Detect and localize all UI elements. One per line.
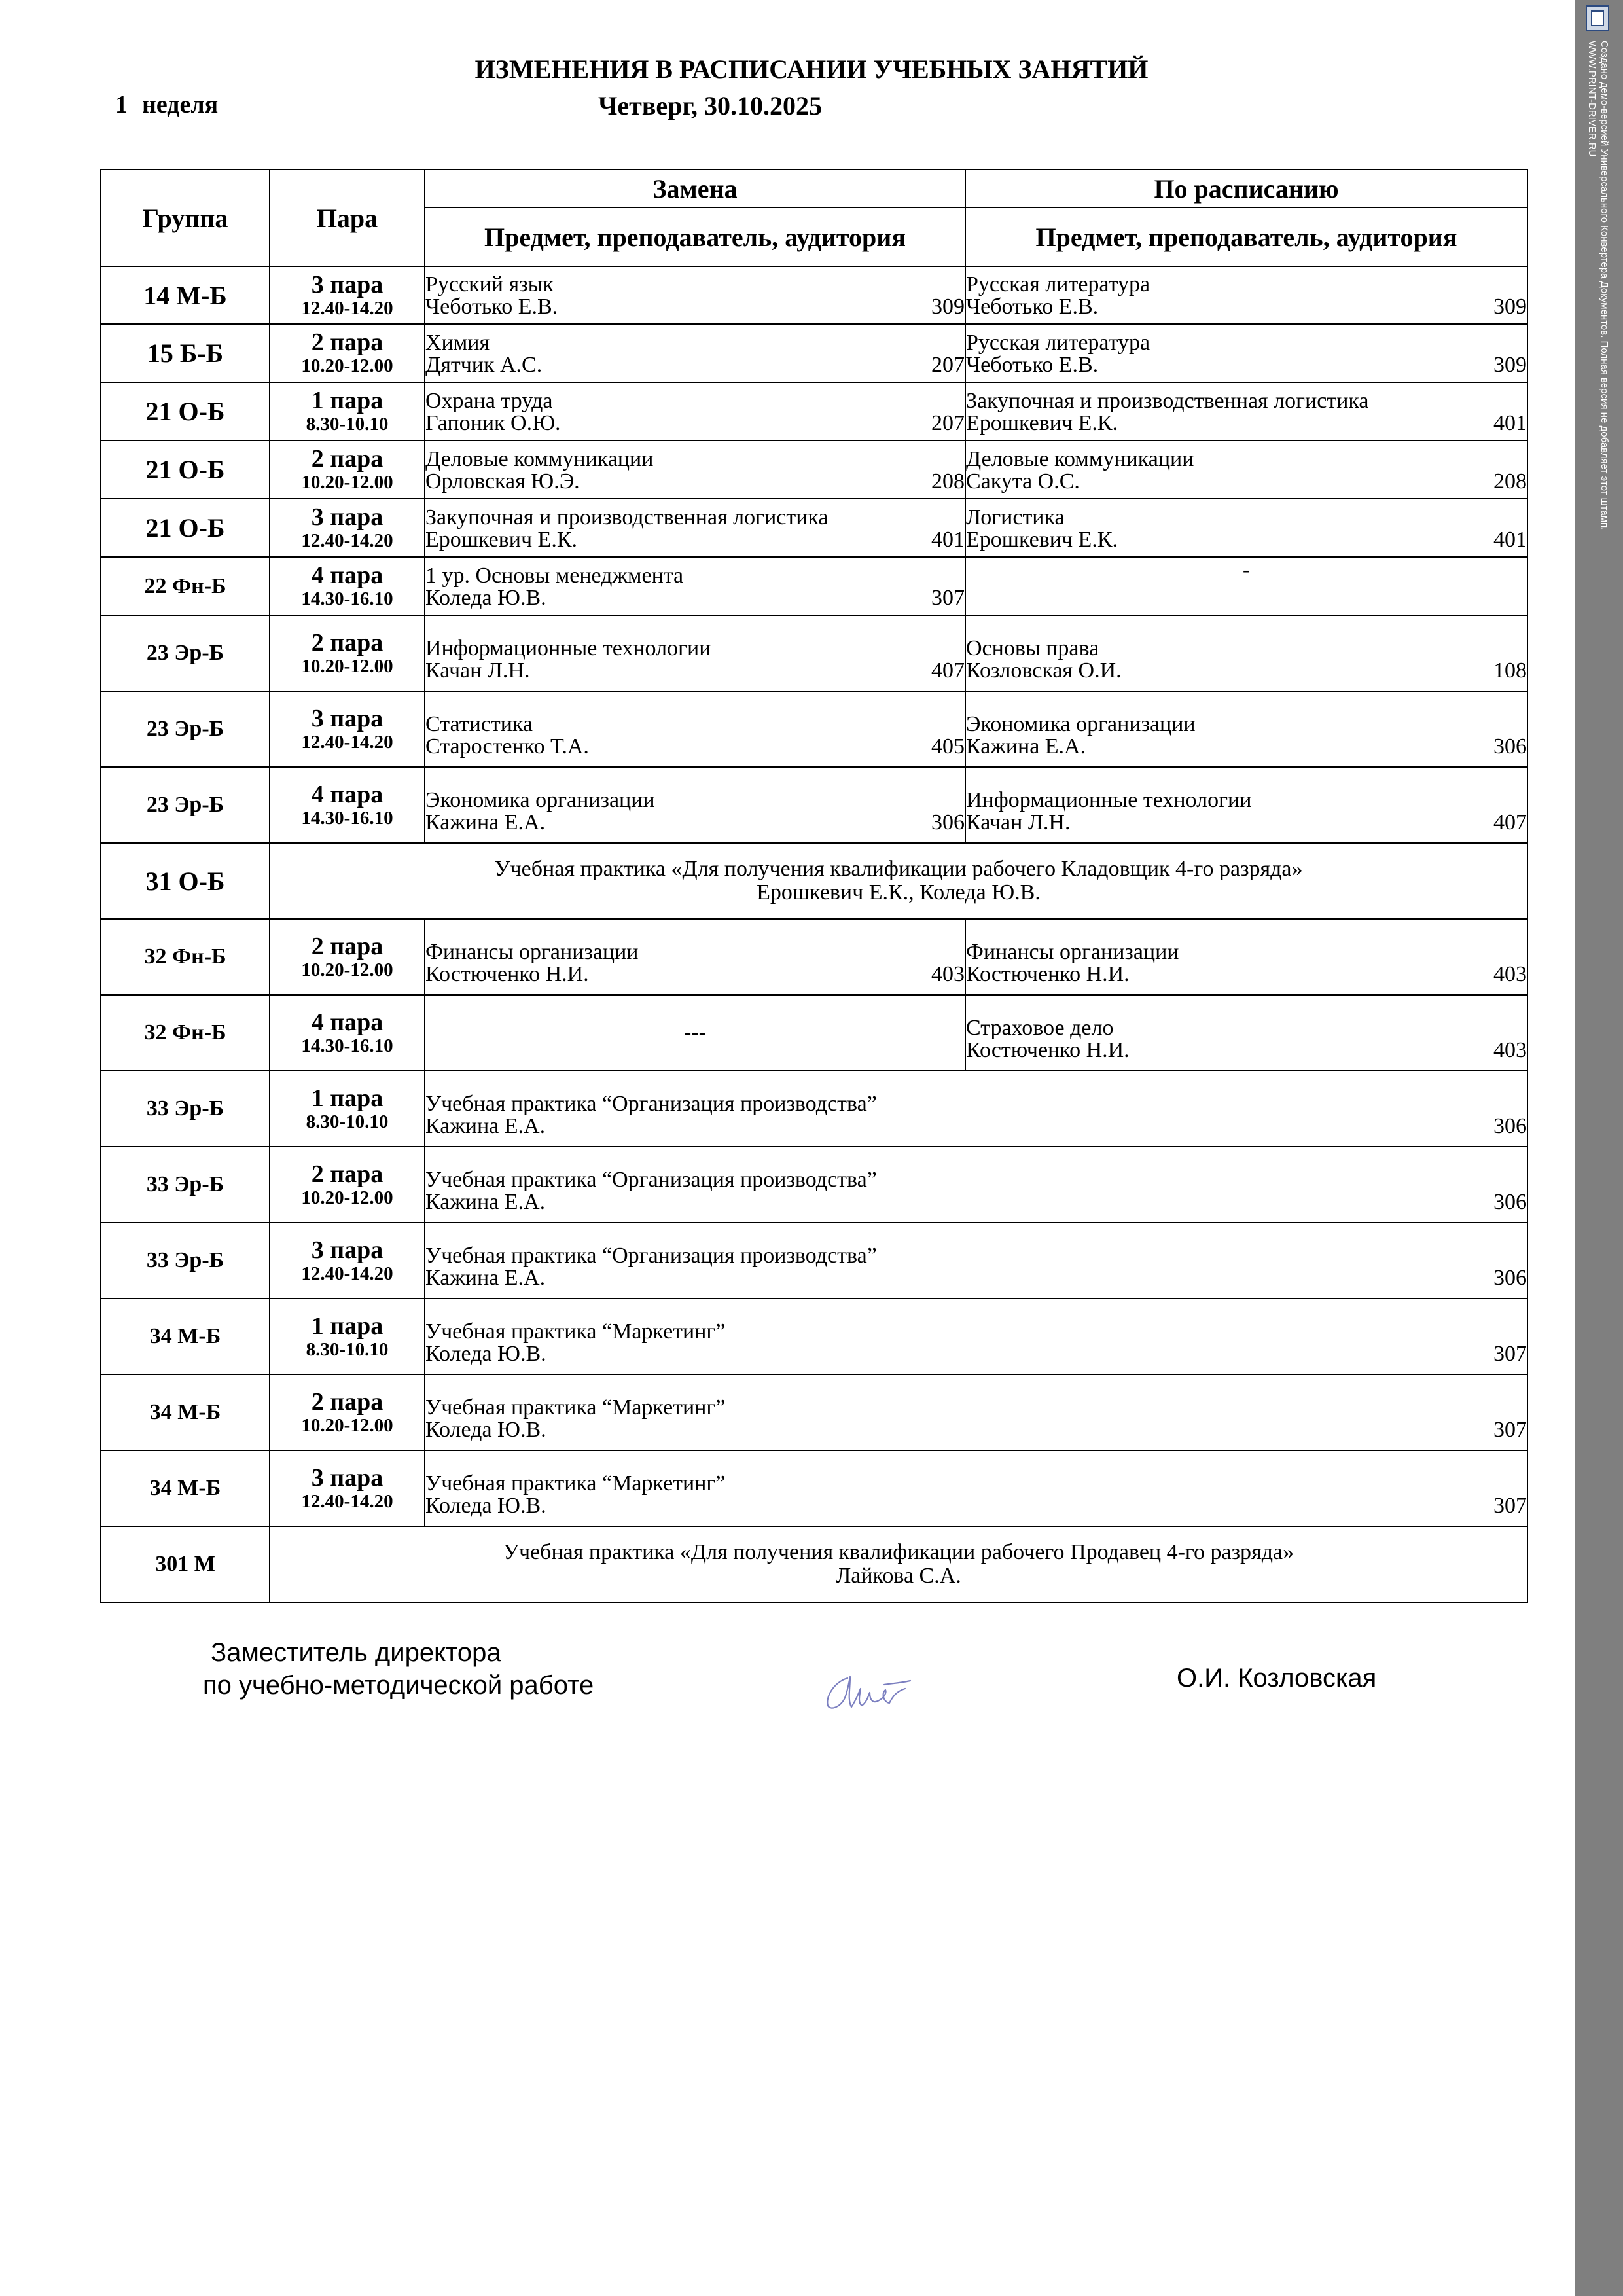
practice-cell [425, 1147, 1527, 1223]
table-row [101, 440, 1527, 499]
schedule-body [101, 266, 1527, 1602]
subheader-scheduled: Предмет, преподаватель, аудитория [965, 207, 1527, 266]
lesson-subject: Охрана труда [425, 388, 553, 413]
lesson-teacher: Кажина Е.А. [425, 1114, 546, 1138]
lesson-room: 405 [931, 734, 965, 759]
lesson-details [966, 471, 1527, 493]
para-cell [270, 557, 425, 615]
group-cell: 32 Фн-Б [101, 995, 270, 1071]
group-cell: 22 Фн-Б [101, 557, 270, 615]
para-number: 2 пара [311, 628, 383, 656]
lesson-details [425, 1191, 1527, 1213]
para-cell [270, 615, 425, 691]
lesson-room: 108 [1493, 658, 1527, 683]
para-number: 3 пара [311, 270, 383, 298]
lesson-room: 307 [1493, 1494, 1527, 1518]
converter-logo-icon [1586, 5, 1609, 31]
table-row [101, 843, 1527, 919]
lesson-teacher: Коледа Ю.В. [425, 1494, 546, 1518]
lesson-details [425, 963, 965, 986]
lesson-details [425, 736, 965, 758]
scheduled-cell [965, 266, 1527, 324]
lesson-teacher: Чеботько Е.В. [425, 295, 558, 319]
practice-cell [425, 1223, 1527, 1299]
para-cell [270, 691, 425, 767]
lesson-details [425, 471, 965, 493]
group-cell: 33 Эр-Б [101, 1223, 270, 1299]
lesson-room: 306 [1493, 1266, 1527, 1290]
lesson-subject: Русская литература [966, 272, 1150, 296]
lesson-details [966, 812, 1527, 834]
replacement-cell [425, 499, 965, 557]
lesson-subject: Химия [425, 330, 490, 355]
group-cell: 301 М [101, 1526, 270, 1602]
para-number: 1 пара [311, 1312, 383, 1340]
para-number: 3 пара [311, 503, 383, 531]
lesson-subject: Учебная практика “Организация производства” [425, 1244, 877, 1268]
lesson-teacher: Сакута О.С. [966, 469, 1080, 493]
lesson-subject: Информационные технологии [966, 788, 1252, 812]
table-row [101, 266, 1527, 324]
practice-cell [425, 1450, 1527, 1526]
para-time: 8.30-10.10 [306, 1338, 389, 1360]
lesson-details [425, 296, 965, 318]
replacement-cell [425, 266, 965, 324]
lesson-room: 306 [1493, 734, 1527, 759]
scheduled-cell [965, 324, 1527, 382]
header-para: Пара [270, 170, 425, 266]
replacement-cell [425, 440, 965, 499]
watermark-line1: Создано демо-версией Универсального Конвертера Документов. Полная версия не добавляет этот штамп. [1599, 41, 1610, 531]
lesson-subject: Финансы организации [966, 940, 1179, 964]
replacement-empty-cell: --- [425, 995, 965, 1071]
group-cell: 34 М-Б [101, 1299, 270, 1374]
para-time: 10.20-12.00 [301, 655, 393, 677]
group-cell: 23 Эр-Б [101, 691, 270, 767]
lesson-room: 208 [1493, 469, 1527, 493]
lesson-subject: Информационные технологии [425, 636, 711, 660]
para-number: 4 пара [311, 1008, 383, 1036]
para-time: 14.30-16.10 [301, 807, 393, 829]
table-row [101, 691, 1527, 767]
week-number: 1 [115, 91, 128, 118]
group-cell: 21 О-Б [101, 382, 270, 440]
handwritten-signature [821, 1669, 916, 1715]
group-cell: 34 М-Б [101, 1450, 270, 1526]
lesson-room: 208 [931, 469, 965, 493]
lesson-room: 401 [1493, 410, 1527, 435]
lesson-subject: Страховое дело [966, 1016, 1114, 1040]
para-time: 12.40-14.20 [301, 731, 393, 753]
para-time: 10.20-12.00 [301, 472, 393, 493]
para-time: 12.40-14.20 [301, 1490, 393, 1512]
signer-position [203, 1636, 594, 1702]
para-cell [270, 1223, 425, 1299]
lesson-details [425, 1267, 1527, 1289]
para-time: 10.20-12.00 [301, 355, 393, 377]
schedule-date: Четверг, 30.10.2025 [598, 91, 823, 120]
para-number: 1 пара [311, 1084, 383, 1112]
group-cell: 31 О-Б [101, 843, 270, 919]
subheader-replacement: Предмет, преподаватель, аудитория [425, 207, 965, 266]
table-row [101, 382, 1527, 440]
para-number: 2 пара [311, 932, 383, 960]
table-row [101, 1374, 1527, 1450]
lesson-subject: Закупочная и производственная логистика [425, 505, 829, 529]
para-time: 8.30-10.10 [306, 1111, 389, 1132]
lesson-subject: Деловые коммуникации [425, 446, 654, 471]
lesson-room: 306 [1493, 1190, 1527, 1214]
scheduled-cell [965, 615, 1527, 691]
table-row [101, 324, 1527, 382]
page-title: ИЗМЕНЕНИЯ В РАСПИСАНИИ УЧЕБНЫХ ЗАНЯТИЙ [474, 54, 1149, 84]
lesson-subject: Статистика [425, 712, 533, 736]
lesson-teacher: Козловская О.И. [966, 658, 1122, 683]
lesson-room: 403 [931, 962, 965, 986]
lesson-teacher: Кажина Е.А. [425, 810, 546, 834]
practice-title: Учебная практика «Для получения квалификации рабочего Кладовщик 4-го разряда» [494, 857, 1303, 882]
scheduled-cell [965, 440, 1527, 499]
practice-teachers: Ерошкевич Е.К., Коледа Ю.В. [757, 880, 1041, 905]
lesson-teacher: Кажина Е.А. [425, 1266, 546, 1290]
lesson-subject: Логистика [966, 505, 1065, 529]
lesson-teacher: Кажина Е.А. [966, 734, 1086, 759]
para-cell [270, 1071, 425, 1147]
merged-practice-cell [270, 843, 1527, 919]
lesson-teacher: Чеботько Е.В. [966, 295, 1099, 319]
lesson-details [425, 1495, 1527, 1517]
lesson-teacher: Костюченко Н.И. [966, 1038, 1130, 1062]
lesson-room: 309 [1493, 352, 1527, 377]
para-number: 2 пара [311, 1388, 383, 1416]
para-number: 2 пара [311, 445, 383, 473]
para-time: 8.30-10.10 [306, 414, 389, 435]
lesson-subject: Учебная практика “Маркетинг” [425, 1319, 726, 1344]
practice-teachers: Лайкова С.А. [836, 1564, 961, 1588]
para-time: 10.20-12.00 [301, 1414, 393, 1436]
lesson-details [966, 354, 1527, 376]
replacement-cell [425, 382, 965, 440]
table-row [101, 1147, 1527, 1223]
scheduled-cell [965, 382, 1527, 440]
lesson-subject: Деловые коммуникации [966, 446, 1194, 471]
para-cell [270, 767, 425, 843]
scheduled-empty-cell: - [965, 557, 1527, 615]
signer-position-line2: по учебно-методической работе [203, 1671, 594, 1700]
scheduled-cell [965, 767, 1527, 843]
header-replacement: Замена [425, 170, 965, 207]
lesson-room: 306 [931, 810, 965, 834]
para-number: 3 пара [311, 704, 383, 732]
para-cell [270, 1450, 425, 1526]
lesson-teacher: Коледа Ю.В. [425, 585, 546, 610]
lesson-teacher: Ерошкевич Е.К. [425, 527, 578, 552]
lesson-teacher: Коледа Ю.В. [425, 1342, 546, 1366]
lesson-subject: Основы права [966, 636, 1099, 660]
signer-name: О.И. Козловская [1177, 1664, 1377, 1693]
lesson-details [425, 812, 965, 834]
replacement-cell [425, 615, 965, 691]
lesson-room: 309 [1493, 295, 1527, 319]
lesson-subject: Русский язык [425, 272, 554, 296]
replacement-cell [425, 767, 965, 843]
para-cell [270, 1147, 425, 1223]
lesson-subject: Учебная практика “Маркетинг” [425, 1395, 726, 1420]
group-cell: 14 М-Б [101, 266, 270, 324]
lesson-subject: Учебная практика “Организация производства” [425, 1168, 877, 1192]
replacement-cell [425, 557, 965, 615]
practice-cell [425, 1071, 1527, 1147]
lesson-subject: 1 ур. Основы менеджмента [425, 563, 684, 588]
lesson-room: 401 [931, 527, 965, 552]
lesson-subject: Русская литература [966, 330, 1150, 355]
para-time: 14.30-16.10 [301, 588, 393, 610]
para-cell [270, 919, 425, 995]
scheduled-cell [965, 499, 1527, 557]
lesson-room: 306 [1493, 1114, 1527, 1138]
lesson-room: 207 [931, 410, 965, 435]
lesson-room: 407 [931, 658, 965, 683]
lesson-details [425, 587, 965, 609]
lesson-room: 403 [1493, 1038, 1527, 1062]
table-row [101, 767, 1527, 843]
table-row [101, 1071, 1527, 1147]
para-number: 3 пара [311, 1463, 383, 1492]
lesson-subject: Учебная практика “Маркетинг” [425, 1471, 726, 1496]
lesson-room: 403 [1493, 962, 1527, 986]
lesson-subject: Закупочная и производственная логистика [966, 388, 1369, 413]
header-scheduled: По расписанию [965, 170, 1527, 207]
lesson-details [966, 736, 1527, 758]
lesson-room: 401 [1493, 527, 1527, 552]
para-number: 4 пара [311, 562, 383, 590]
practice-cell [425, 1374, 1527, 1450]
lesson-details [425, 660, 965, 682]
merged-practice-cell [270, 1526, 1527, 1602]
lesson-teacher: Гапоник О.Ю. [425, 410, 561, 435]
table-row [101, 995, 1527, 1071]
lesson-teacher: Костюченко Н.И. [966, 962, 1130, 986]
lesson-details [966, 529, 1527, 551]
lesson-teacher: Ерошкевич Е.К. [966, 410, 1118, 435]
lesson-subject: Экономика организации [966, 712, 1196, 736]
lesson-details [966, 412, 1527, 435]
table-row [101, 499, 1527, 557]
lesson-teacher: Коледа Ю.В. [425, 1418, 546, 1442]
table-row [101, 615, 1527, 691]
para-time: 14.30-16.10 [301, 1035, 393, 1056]
group-cell: 33 Эр-Б [101, 1147, 270, 1223]
group-cell: 15 Б-Б [101, 324, 270, 382]
scheduled-cell [965, 995, 1527, 1071]
lesson-teacher: Кажина Е.А. [425, 1190, 546, 1214]
group-cell: 32 Фн-Б [101, 919, 270, 995]
lesson-teacher: Дятчик А.С. [425, 352, 543, 377]
lesson-teacher: Орловская Ю.Э. [425, 469, 580, 493]
watermark-line2: WWW.PRINT-DRIVER.RU [1586, 41, 1597, 157]
para-time: 12.40-14.20 [301, 297, 393, 319]
schedule-changes-table [100, 169, 1528, 1603]
lesson-subject: Учебная практика “Организация производства” [425, 1092, 877, 1116]
lesson-teacher: Качан Л.Н. [425, 658, 530, 683]
watermark-sidebar [1575, 0, 1623, 2296]
lesson-details [966, 963, 1527, 986]
group-cell: 23 Эр-Б [101, 767, 270, 843]
practice-cell [425, 1299, 1527, 1374]
para-number: 3 пара [311, 1236, 383, 1264]
table-row [101, 919, 1527, 995]
watermark-text [1586, 41, 1611, 530]
table-row [101, 1299, 1527, 1374]
para-time: 12.40-14.20 [301, 1263, 393, 1284]
group-cell: 33 Эр-Б [101, 1071, 270, 1147]
lesson-details [966, 1039, 1527, 1062]
para-cell [270, 382, 425, 440]
lesson-details [425, 1343, 1527, 1365]
lesson-details [425, 354, 965, 376]
table-row [101, 557, 1527, 615]
lesson-room: 307 [1493, 1342, 1527, 1366]
group-cell: 23 Эр-Б [101, 615, 270, 691]
para-number: 2 пара [311, 1160, 383, 1188]
week-label: неделя [142, 91, 219, 118]
para-time: 10.20-12.00 [301, 959, 393, 980]
lesson-details [966, 660, 1527, 682]
para-number: 4 пара [311, 780, 383, 808]
para-number: 1 пара [311, 387, 383, 415]
para-cell [270, 440, 425, 499]
para-number: 2 пара [311, 329, 383, 357]
para-cell [270, 499, 425, 557]
replacement-cell [425, 324, 965, 382]
scheduled-cell [965, 691, 1527, 767]
lesson-details [425, 1115, 1527, 1138]
table-row [101, 1223, 1527, 1299]
lesson-details [966, 296, 1527, 318]
lesson-teacher: Ерошкевич Е.К. [966, 527, 1118, 552]
signer-position-line1: Заместитель директора [211, 1638, 501, 1667]
group-cell: 34 М-Б [101, 1374, 270, 1450]
para-time: 12.40-14.20 [301, 530, 393, 552]
lesson-subject: Финансы организации [425, 940, 639, 964]
header-group: Группа [101, 170, 270, 266]
lesson-teacher: Костюченко Н.И. [425, 962, 589, 986]
lesson-teacher: Качан Л.Н. [966, 810, 1071, 834]
lesson-room: 309 [931, 295, 965, 319]
table-row [101, 1450, 1527, 1526]
practice-title: Учебная практика «Для получения квалификации рабочего Продавец 4-го разряда» [503, 1540, 1294, 1565]
para-time: 10.20-12.00 [301, 1187, 393, 1208]
scheduled-cell [965, 919, 1527, 995]
lesson-details [425, 1419, 1527, 1441]
lesson-room: 207 [931, 352, 965, 377]
lesson-subject: Экономика организации [425, 788, 655, 812]
group-cell: 21 О-Б [101, 440, 270, 499]
lesson-teacher: Старостенко Т.А. [425, 734, 589, 759]
group-cell: 21 О-Б [101, 499, 270, 557]
para-cell [270, 266, 425, 324]
lesson-details [425, 412, 965, 435]
lesson-room: 307 [931, 585, 965, 610]
week-indicator [115, 90, 218, 119]
table-row [101, 1526, 1527, 1602]
replacement-cell [425, 691, 965, 767]
para-cell [270, 1374, 425, 1450]
lesson-details [425, 529, 965, 551]
para-cell [270, 1299, 425, 1374]
replacement-cell [425, 919, 965, 995]
para-cell [270, 995, 425, 1071]
para-cell [270, 324, 425, 382]
lesson-room: 307 [1493, 1418, 1527, 1442]
lesson-teacher: Чеботько Е.В. [966, 352, 1099, 377]
lesson-room: 407 [1493, 810, 1527, 834]
